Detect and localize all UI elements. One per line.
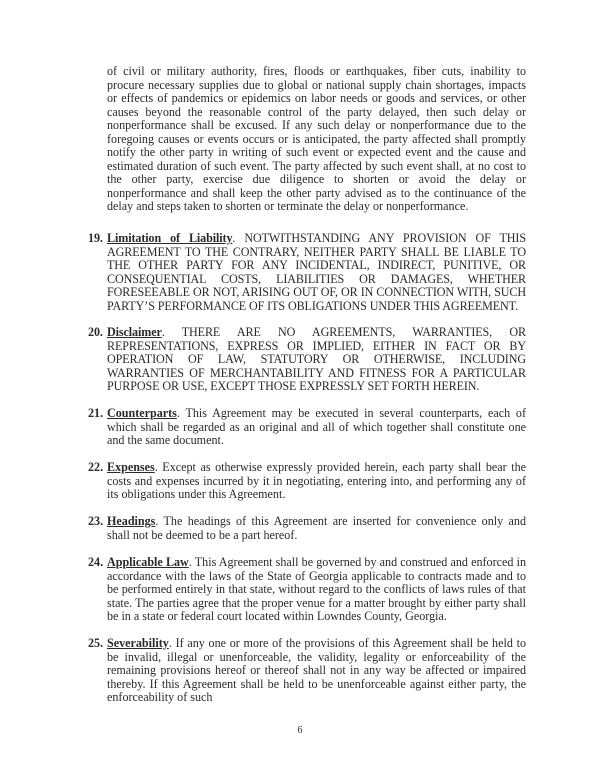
page-number: 6 [297,725,303,736]
section-heading: Expenses [107,460,155,474]
section-number: 20. [88,325,103,339]
section-text: . The headings of this Agreement are inserted for convenience only and shall not be deemed to be a part hereof. [107,514,526,542]
section-number: 25. [88,636,104,650]
section-text: . Except as otherwise expressly provided herein, each party shall bear the costs and expenses incurred by it in negotiating, entering into, and performing any of its obligations under this Agreement. [107,460,526,502]
section-expenses [88,460,526,502]
section-number: 22. [88,460,104,474]
section-number: 23. [88,514,104,528]
section-text: . This Agreement may be executed in several counterparts, each of which shall be regarded as an original and all of which together shall constitute one and the same document. [107,406,526,448]
section-counterparts [88,406,526,448]
continuation-paragraph: of civil or military authority, fires, floods or earthquakes, fiber cuts, inability to procure necessary supplies due to global or national supply chain shortages, impacts or effects of pandemics or epidemics on labor needs or goods and services, or other causes beyond the reasonable control of the party delayed, then such delay or nonperformance shall be excused. If any such delay or nonperformance due to the foregoing causes or events occurs or is anticipated, the party affected shall promptly notify the other party in writing of such event or expected event and the cause and estimated duration of such event. The party affected by such event shall, at no cost to the other party, exercise due diligence to shorten or avoid the delay or nonperformance and shall keep the other party advised as to the continuance of the delay and steps taken to shorten or terminate the delay or nonperformance. [107,64,526,214]
section-applicable-law [88,555,526,624]
section-heading: Applicable Law [107,555,189,569]
section-severability [88,636,526,705]
section-heading: Severability [107,636,169,650]
section-text: . If any one or more of the provisions of this Agreement shall be held to be invalid, illegal or unenforceable, the validity, legality or enforceability of the remaining provisions hereof or thereof shall not in any way be affected or impaired thereby. If this Agreement shall be held to be unenforceable against either party, the enforceability of such [107,636,526,705]
section-number: 21. [88,406,104,420]
section-text: . THERE ARE NO AGREEMENTS, WARRANTIES, OR REPRESENTATIONS, EXPRESS OR IMPLIED, EITHER IN FACT OR BY OPERATION OF LAW, STATUTORY OR OTHERWISE, INCLUDING WARRANTIES OF MERCHANTABILITY AND FITNESS FOR A PARTICULAR PURPOSE OR USE, EXCEPT THOSE EXPRESSLY SET FORTH HEREIN. [107,325,526,394]
section-heading: Disclaimer [107,325,162,339]
section-text: . NOTWITHSTANDING ANY PROVISION OF THIS AGREEMENT TO THE CONTRARY, NEITHER PARTY SHALL BE LIABLE TO THE OTHER PARTY FOR ANY INCIDENTAL, INDIRECT, PUNITIVE, OR CONSEQUENTIAL COSTS, LIABILITIES OR DAMAGES, WHETHER FORESEEABLE OR NOT, ARISING OUT OF, OR IN CONNECTION WITH, SUCH PARTY’S PERFORMANCE OF ITS OBLIGATIONS UNDER THIS AGREEMENT. [107,231,526,313]
section-limitation-of-liability [88,231,526,313]
section-disclaimer [88,325,526,394]
section-heading: Counterparts [107,406,177,420]
section-number: 19. [88,231,103,245]
section-text: . This Agreement shall be governed by and construed and enforced in accordance with the laws of the State of Georgia applicable to contracts made and to be performed entirely in that state, without regard to the conflicts of laws rules of that state. The parties agree that the proper venue for a matter brought by either party shall be in a state or federal court located within Lowndes County, Georgia. [107,555,526,624]
section-heading: Limitation of Liability [107,231,233,245]
section-heading: Headings [107,514,156,528]
section-number: 24. [88,555,104,569]
section-headings [88,514,526,542]
